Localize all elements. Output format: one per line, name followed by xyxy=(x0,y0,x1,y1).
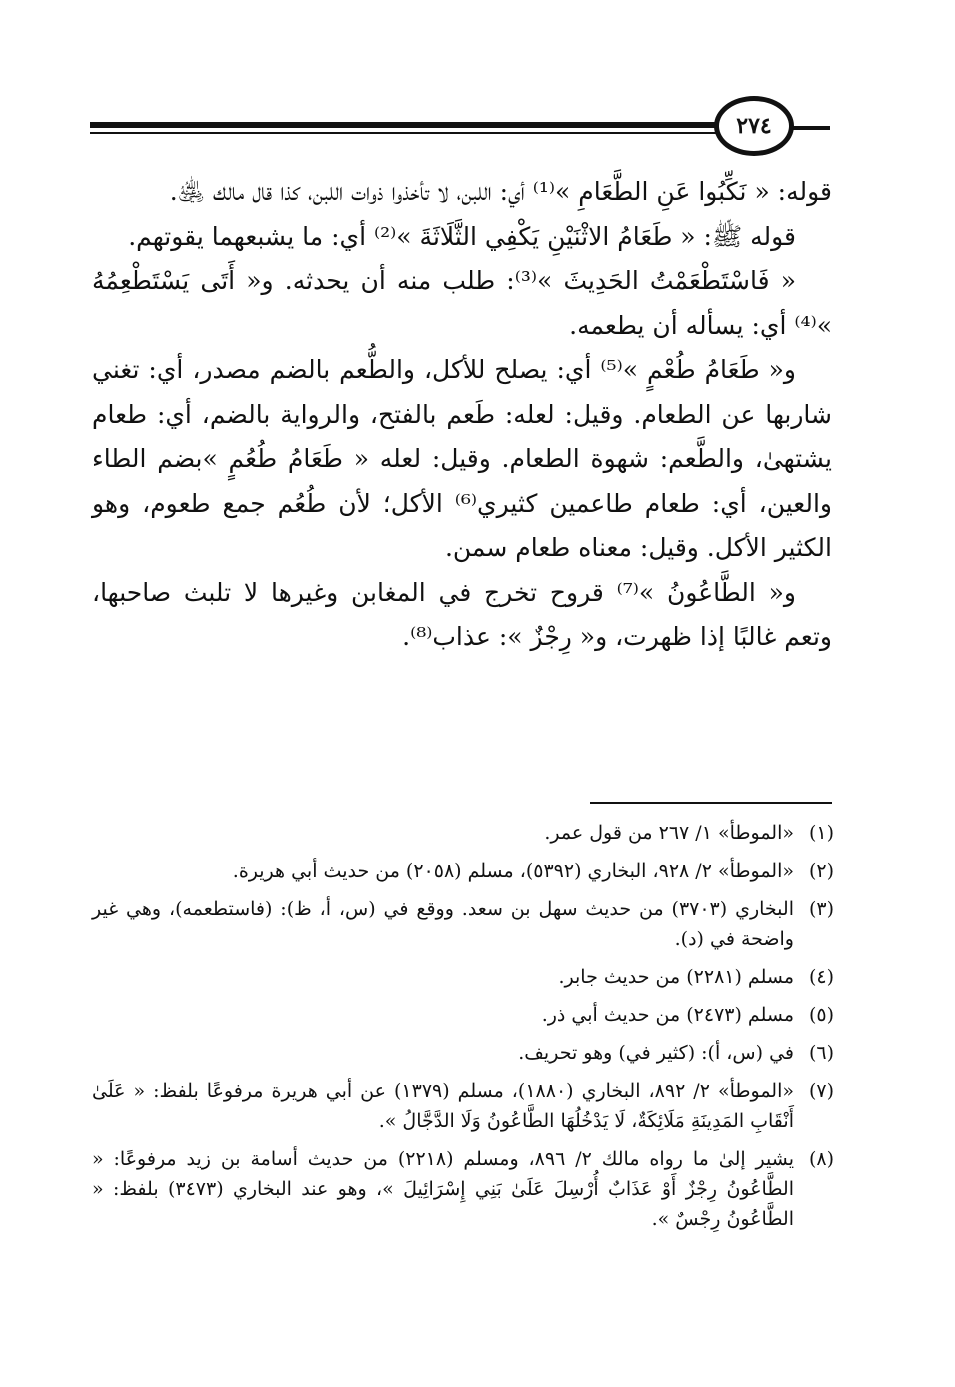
footnote-text: «الموطأ» ٢/ ٨٩٢، البخاري (١٨٨٠)، مسلم (١٣٧٩) عن أبي هريرة مرفوعًا بلفظ: « عَلَىٰ أَنْقَابِ المَدِينَةِ مَلَائِكَةٌ، لَا يَدْخُلُهَا الطَّاعُونُ وَلَا الدَّجَّالُ ». xyxy=(92,1080,794,1132)
footnote-separator xyxy=(590,802,832,804)
footnote-number: (٣) xyxy=(808,898,834,920)
header-rule-right xyxy=(790,126,830,130)
footnote-number: (٢) xyxy=(808,860,834,882)
header-rule-thin xyxy=(90,132,720,134)
footnote-text: في (س، أ): (كثير في) وهو تحريف. xyxy=(518,1042,794,1064)
paragraph: قوله: « نَكِّبُوا عَنِ الطَّعَامِ »⁽¹⁾ أي: اللبن، لا تأخذوا ذوات اللبن، كذا قال مالك ﵁. xyxy=(169,177,832,206)
paragraph: و« الطَّاعُونُ »⁽⁷⁾ قروح تخرج في المغابن وغيرها لا تلبث صاحبها، وتعم غالبًا إذا ظهرت، و« رِجْزٌ »: عذاب⁽⁸⁾. xyxy=(92,577,832,651)
footnote xyxy=(92,1144,834,1234)
page-number: ٢٧٤ xyxy=(714,96,794,156)
footnote-text: «الموطأ» ١/ ٢٦٧ من قول عمر. xyxy=(544,822,794,844)
footnote-text: «الموطأ» ٢/ ٩٢٨، البخاري (٥٣٩٢)، مسلم (٢٠٥٨) من حديث أبي هريرة. xyxy=(232,860,794,882)
footnote-number: (١) xyxy=(808,822,834,844)
footnote xyxy=(92,894,834,954)
footnote-number: (٥) xyxy=(808,1004,834,1026)
footnote-text: مسلم (٢٤٧٣) من حديث أبي ذر. xyxy=(541,1004,794,1026)
footnotes xyxy=(92,818,834,1242)
page-header xyxy=(90,96,830,156)
footnote-text: مسلم (٢٢٨١) من حديث جابر. xyxy=(558,966,794,988)
footnote-number: (٦) xyxy=(808,1042,834,1064)
footnote xyxy=(92,818,834,848)
footnote xyxy=(92,1000,834,1030)
footnote xyxy=(92,962,834,992)
main-text xyxy=(92,170,832,660)
footnote-text: البخاري (٣٧٠٣) من حديث سهل بن سعد. ووقع في (س، أ، ظ): (فاستطعمه)، وهي غير واضحة في (د). xyxy=(92,898,794,950)
footnote xyxy=(92,1076,834,1136)
footnote-text: يشير إلىٰ ما رواه مالك ٢/ ٨٩٦، ومسلم (٢٢١٨) من حديث أسامة بن زيد مرفوعًا: « الطَّاعُونُ رِجْزٌ أَوْ عَذَابٌ أُرْسِلَ عَلَىٰ بَنِي إِسْرَائِيلَ »، وهو عند البخاري (٣٤٧٣) بلفظ: « الطَّاعُونُ رِجْسٌ ». xyxy=(92,1148,794,1230)
paragraph: « فَاسْتَطْعَمْتُ الحَدِيثَ »⁽³⁾: طلب منه أن يحدثه. و« أَتَى يَسْتَطْعِمُهُ »⁽⁴⁾ أي: يسأله أن يطعمه. xyxy=(92,266,832,340)
header-rule-thick xyxy=(90,122,720,128)
footnote xyxy=(92,1038,834,1068)
paragraph: قوله ﷺ: « طَعَامُ الاثْنَيْنِ يَكْفِي الثَّلَاثَةَ »⁽²⁾ أي: ما يشبعهما يقوتهم. xyxy=(128,221,796,251)
paragraph: و« طَعَامُ طُعْمٍ »⁽⁵⁾ أي: يصلح للأكل، والطُّعم بالضم مصدر، أي: تغني شاربها عن الطعام. وقيل: لعله: طَعم بالفتح، والرواية بالضم، أي: طعام يشتهىٰ، والطَّعم: شهوة الطعام. وقيل: لعله « طَعَامُ طُعُمٍ »بضم الطاء والعين، أي: طعام طاعمين كثيري⁽⁶⁾ الأكل؛ لأن طُعُم جمع طعوم، وهو الكثير الأكل. وقيل: معناه طعام سمن. xyxy=(92,355,832,562)
footnote-number: (٨) xyxy=(808,1148,834,1170)
footnote-number: (٧) xyxy=(808,1080,834,1102)
footnote xyxy=(92,856,834,886)
footnote-number: (٤) xyxy=(808,966,834,988)
